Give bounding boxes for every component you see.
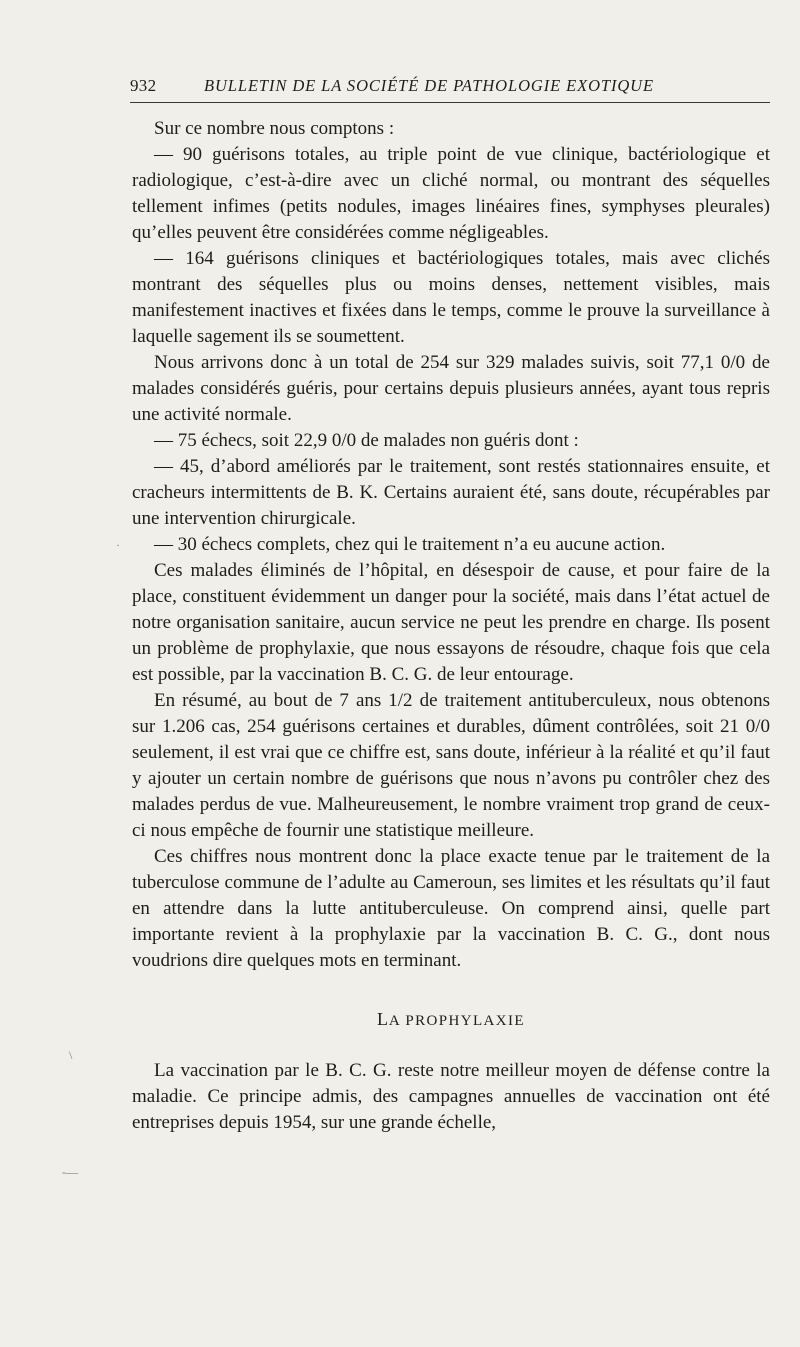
margin-mark: -— (62, 1165, 78, 1179)
section-spacer (132, 974, 770, 1006)
paragraph-75-echecs: — 75 échecs, soit 22,9 0/0 de malades non guéris dont : (154, 430, 579, 451)
paragraph-total-254: Nous arrivons donc à un total de 254 sur 329 malades suivis, soit 77,1 0/0 de malades considérés guéris, pour certains depuis plusieurs années, ayant tous repris une activité normale. (132, 352, 770, 425)
running-title: BULLETIN DE LA SOCIÉTÉ DE PATHOLOGIE EXOTIQUE (204, 76, 654, 95)
section-spacer (132, 1034, 770, 1058)
margin-mark: · (116, 538, 120, 552)
paragraph-90-guerisons: — 90 guérisons totales, au triple point de vue clinique, bactériologique et radiologique, c’est-à-dire avec un cliché normal, ou montrant des séquelles tellement infimes (petits nodules, images linéaires fines, symphyses pleurales) qu’elles peuvent être considérées comme négligeables. (132, 144, 770, 243)
page-header (130, 74, 770, 103)
paragraph-malades-elimines: Ces malades éliminés de l’hôpital, en désespoir de cause, et pour faire de la place, constituent évidemment un danger pour la société, mais dans l’état actuel de notre organisation sanitaire, aucun service ne peut les prendre en charge. Ils posent un problème de prophylaxie, que nous essayons de résoudre, chaque fois que cela est possible, par la vaccination B. C. G. de leur entourage. (132, 560, 770, 685)
section-heading-rest: A PROPHYLAXIE (388, 1013, 525, 1029)
paragraph-164-guerisons: — 164 guérisons cliniques et bactériologiques totales, mais avec clichés montrant des séquelles plus ou moins denses, nettement visibles, mais manifestement inactives et fixées dans le temps, comme le prouve la surveillance à laquelle sagement ils se soumettent. (132, 248, 770, 347)
paragraph-30-echecs: — 30 échecs complets, chez qui le traitement n’a eu aucune action. (154, 534, 666, 555)
body-text (132, 116, 770, 1136)
page-number: 932 (130, 76, 157, 95)
paragraph-en-resume: En résumé, au bout de 7 ans 1/2 de traitement antituberculeux, nous obtenons sur 1.206 cas, 254 guérisons certaines et durables, dûment contrôlées, soit 21 0/0 seulement, il est vrai que ce chiffre est, sans doute, inférieur à la réalité et qu’il faut y ajouter un certain nombre de guérisons que nous n’avons pu contrôler chez des malades perdus de vue. Malheureusement, le nombre vraiment trop grand de ceux-ci nous empêche de fournir une statistique meilleure. (132, 690, 770, 841)
paragraph-vaccination: La vaccination par le B. C. G. reste notre meilleur moyen de défense contre la maladie. Ce principe admis, des campagnes annuelles de vaccination ont été entreprises depuis 1954, sur une grande échelle, (132, 1060, 770, 1133)
section-heading-la-prophylaxie (132, 1006, 770, 1034)
paragraph-sur-ce-nombre: Sur ce nombre nous comptons : (154, 118, 395, 139)
paragraph-45-ameliores: — 45, d’abord améliorés par le traitement, sont restés stationnaires ensuite, et cracheurs intermittents de B. K. Certains auraient été, sans doute, récupérables par une intervention chirurgicale. (132, 456, 770, 529)
section-heading-initial: L (377, 1009, 389, 1029)
paragraph-ces-chiffres: Ces chiffres nous montrent donc la place exacte tenue par le traitement de la tuberculose commune de l’adulte au Cameroun, ses limites et les résultats qu’il faut en attendre dans la lutte antituberculeuse. On comprend ainsi, quelle part importante revient à la prophylaxie par la vaccination B. C. G., dont nous voudrions dire quelques mots en terminant. (132, 846, 770, 971)
margin-mark: \ (69, 1048, 73, 1062)
